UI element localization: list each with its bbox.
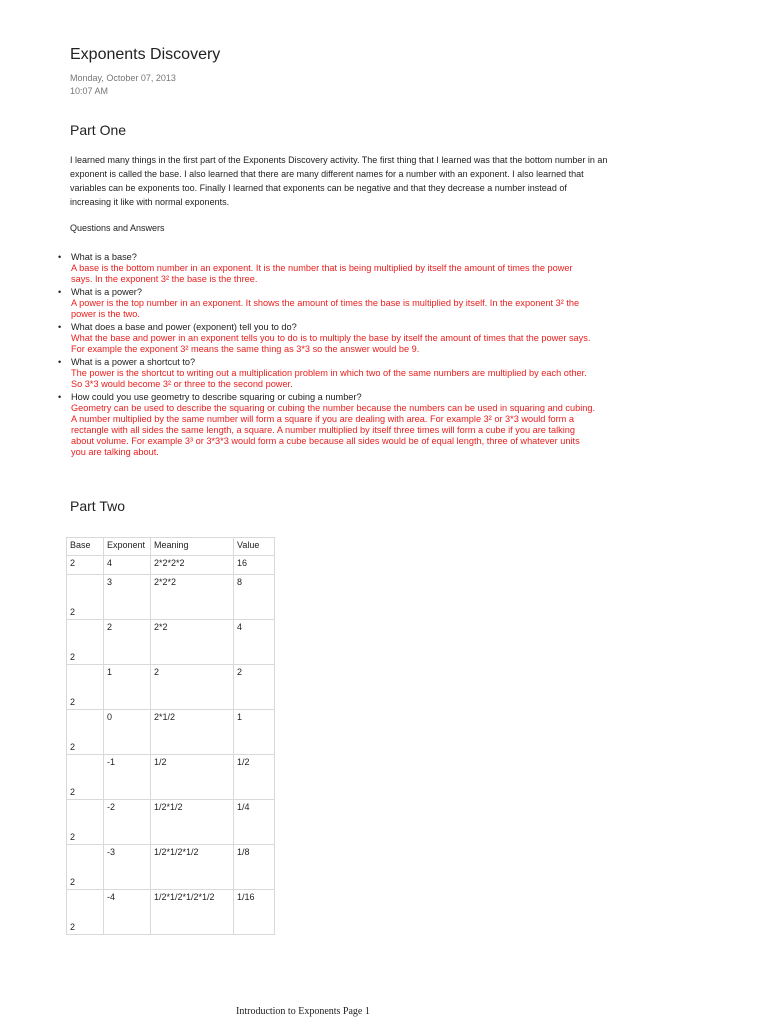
- cell-value: 1/16: [234, 890, 275, 935]
- qa-list: [56, 252, 596, 460]
- qa-question: • What is a power?: [71, 287, 142, 297]
- qa-item: [56, 357, 596, 390]
- table-row: [67, 556, 275, 575]
- cell-exponent: -3: [104, 845, 151, 890]
- qa-item: [56, 392, 596, 458]
- cell-exponent: 3: [104, 575, 151, 620]
- cell-value: 2: [234, 665, 275, 710]
- page-title: Exponents Discovery: [70, 46, 221, 63]
- page-time: 10:07 AM: [70, 86, 109, 96]
- cell-exponent: 0: [104, 710, 151, 755]
- table-row: [67, 755, 275, 800]
- part-one-paragraph: I learned many things in the first part of the Exponents Discovery activity. The first thing that I learned was that the bottom number in an exponent is called the base. I also learned that there are many different names for a number with an exponent. I also learned that variables can be exponents too. Finally I learned that exponents can be negative and that they decrease a number instead of increasing it like with normal exponents.: [70, 155, 608, 207]
- cell-value: 1/2: [234, 755, 275, 800]
- page-footer: Introduction to Exponents Page 1: [236, 1006, 370, 1017]
- cell-value: 4: [234, 620, 275, 665]
- table-row: [67, 665, 275, 710]
- page-date: Monday, October 07, 2013: [70, 73, 176, 83]
- qa-heading: Questions and Answers: [70, 223, 165, 233]
- qa-item: [56, 287, 596, 320]
- cell-meaning: 2*2: [151, 620, 234, 665]
- qa-answer: Geometry can be used to describe the squaring or cubing the number because the numbers can be used in squaring and cubing. A number multiplied by the same number will form a square if you are dealing with area. For example 3² or 3*3 would form a rectangle with all sides the same length, a square. A number multiplied by itself three times will form a cube if you are talking about volume. For example 3³ or 3*3*3 would form a cube because all sides would be of equal length, three of whatever units you are talking about.: [71, 403, 596, 457]
- qa-question: • What is a base?: [71, 252, 137, 262]
- cell-base: 2: [67, 710, 104, 755]
- part-two-heading: Part Two: [70, 498, 125, 514]
- part-one-heading: Part One: [70, 122, 127, 138]
- cell-value: 8: [234, 575, 275, 620]
- cell-value: 1/8: [234, 845, 275, 890]
- qa-answer: A power is the top number in an exponent. It shows the amount of times the base is multiplied by itself. In the exponent 3² the power is the two.: [71, 298, 580, 319]
- cell-meaning: 2: [151, 665, 234, 710]
- cell-meaning: 1/2*1/2: [151, 800, 234, 845]
- qa-question: • How could you use geometry to describe squaring or cubing a number?: [71, 392, 362, 402]
- cell-exponent: 2: [104, 620, 151, 665]
- cell-exponent: -2: [104, 800, 151, 845]
- qa-question: • What does a base and power (exponent) tell you to do?: [71, 322, 297, 332]
- table-row: [67, 620, 275, 665]
- cell-exponent: 1: [104, 665, 151, 710]
- cell-value: 1/4: [234, 800, 275, 845]
- qa-item: [56, 322, 596, 355]
- cell-exponent: -1: [104, 755, 151, 800]
- cell-base: 2: [67, 556, 104, 575]
- cell-base: 2: [67, 575, 104, 620]
- cell-meaning: 2*2*2*2: [151, 556, 234, 575]
- cell-base: 2: [67, 845, 104, 890]
- cell-meaning: 1/2: [151, 755, 234, 800]
- exponents-table: [66, 537, 275, 935]
- qa-item: [56, 252, 596, 285]
- cell-value: 1: [234, 710, 275, 755]
- qa-answer: What the base and power in an exponent tells you to do is to multiply the base by itself the amount of times that the power says. For example the exponent 3² means the same thing as 3*3 so the answer would be 9.: [71, 333, 591, 354]
- table-row: [67, 800, 275, 845]
- cell-base: 2: [67, 620, 104, 665]
- cell-exponent: 4: [104, 556, 151, 575]
- column-header-base: Base: [67, 538, 104, 556]
- page-metadata: [70, 72, 176, 98]
- qa-answer: The power is the shortcut to writing out a multiplication problem in which two of the same numbers are multiplied by each other. So 3*3 would become 3² or three to the second power.: [71, 368, 587, 389]
- qa-answer: A base is the bottom number in an exponent. It is the number that is being multiplied by itself the amount of times the power says. In the exponent 3² the base is the three.: [71, 263, 573, 284]
- cell-base: 2: [67, 755, 104, 800]
- table-row: [67, 710, 275, 755]
- cell-meaning: 2*1/2: [151, 710, 234, 755]
- column-header-value: Value: [234, 538, 275, 556]
- column-header-meaning: Meaning: [151, 538, 234, 556]
- table-header-row: [67, 538, 275, 556]
- qa-question: • What is a power a shortcut to?: [71, 357, 196, 367]
- cell-meaning: 1/2*1/2*1/2*1/2: [151, 890, 234, 935]
- column-header-exponent: Exponent: [104, 538, 151, 556]
- cell-exponent: -4: [104, 890, 151, 935]
- table-row: [67, 890, 275, 935]
- cell-base: 2: [67, 665, 104, 710]
- table-row: [67, 845, 275, 890]
- cell-meaning: 1/2*1/2*1/2: [151, 845, 234, 890]
- cell-base: 2: [67, 890, 104, 935]
- cell-value: 16: [234, 556, 275, 575]
- cell-meaning: 2*2*2: [151, 575, 234, 620]
- cell-base: 2: [67, 800, 104, 845]
- table-row: [67, 575, 275, 620]
